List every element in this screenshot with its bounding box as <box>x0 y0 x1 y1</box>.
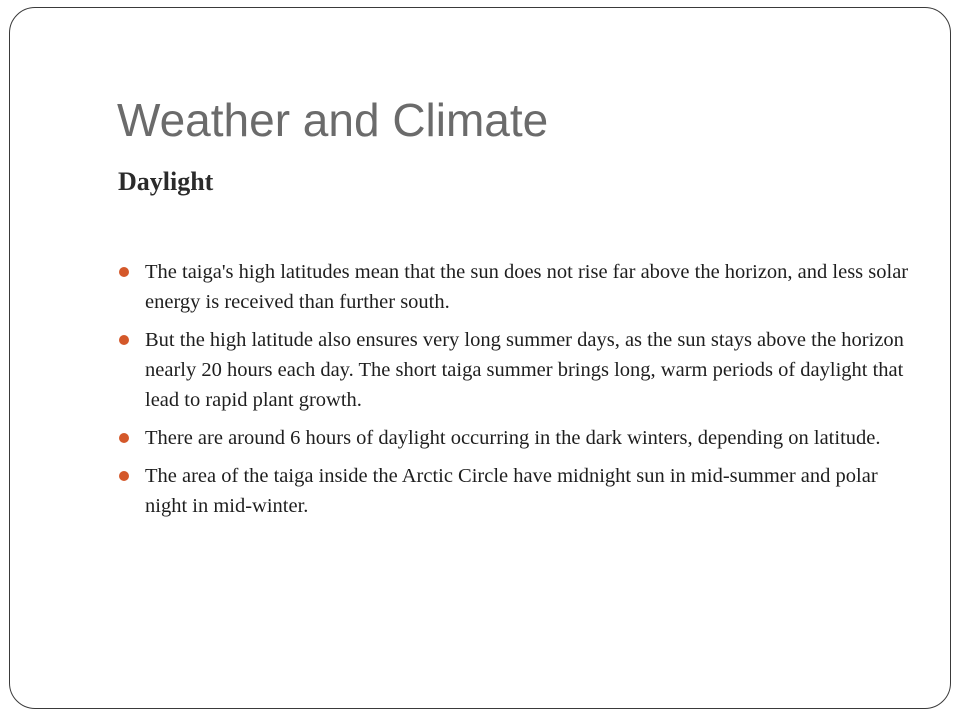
slide-title: Weather and Climate <box>117 94 549 146</box>
bullet-item <box>118 461 918 521</box>
slide-frame <box>9 7 951 709</box>
bullet-item <box>118 325 918 415</box>
bullet-dot-icon <box>119 335 129 345</box>
bullet-dot-icon <box>119 267 129 277</box>
bullet-text: The area of the taiga inside the Arctic Circle have midnight sun in mid-summer and polar night in mid-winter. <box>145 465 878 517</box>
bullet-dot-icon <box>119 471 129 481</box>
bullet-list <box>118 257 918 529</box>
slide-subtitle: Daylight <box>118 167 214 196</box>
bullet-item <box>118 257 918 317</box>
bullet-dot-icon <box>119 433 129 443</box>
bullet-text: There are around 6 hours of daylight occurring in the dark winters, depending on latitude. <box>145 427 881 449</box>
bullet-text: But the high latitude also ensures very long summer days, as the sun stays above the horizon nearly 20 hours each day. The short taiga summer brings long, warm periods of daylight that lead to rapid plant growth. <box>145 329 904 411</box>
bullet-text: The taiga's high latitudes mean that the sun does not rise far above the horizon, and less solar energy is received than further south. <box>145 261 909 313</box>
bullet-item <box>118 423 918 453</box>
